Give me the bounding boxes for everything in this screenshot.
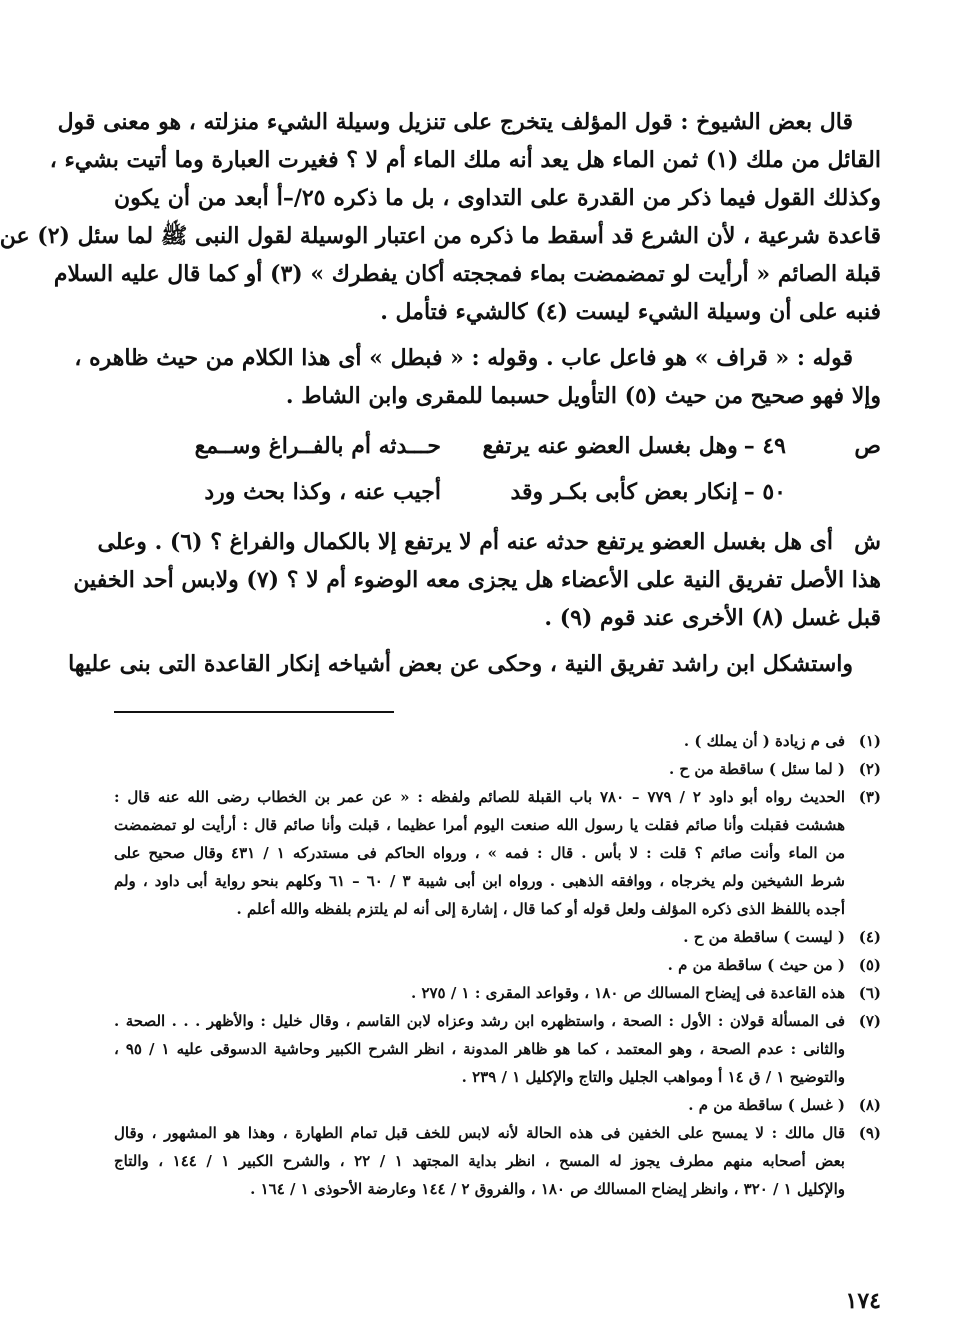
verse-number: ٥٠ –	[743, 479, 786, 505]
footnote-number: (٤)	[858, 928, 881, 946]
footnote-2	[114, 755, 881, 783]
verse-first-hemistich: ٥٠ –إنكار بعض كأبى بكـر وقد	[510, 479, 786, 505]
footnote-number: (٣)	[858, 788, 881, 806]
footnotes	[114, 727, 881, 1203]
footnote-line: والتوضيح ١ / ق ١٤ أ ومواهب الجليل والتاج والإكليل ١ / ٢٣٩ .	[461, 1068, 845, 1086]
verses	[114, 423, 881, 515]
footnote-4	[114, 923, 881, 951]
footnote-separator	[114, 711, 394, 713]
footnote-number: (١)	[858, 732, 881, 750]
footnote-number: (٩)	[858, 1124, 881, 1142]
text-line: فنبه على أن وسيلة الشيء ليست (٤) كالشيء فتأمل .	[380, 299, 881, 325]
text-line: قال بعض الشيوخ : قول المؤلف يتخرج على تنزيل وسيلة الشيء منزلته ، هو معنى قول	[57, 109, 853, 135]
verse-number: ٤٩ –	[743, 433, 786, 459]
footnote-line: بعض أصحابه منهم مطرف يجوز له المسح ، انظر بداية المجتهد ١ / ٢٢ ، والشرح الكبير ١ / ١٤٤ ، والتاج	[114, 1152, 845, 1170]
verse-first-hemistich: ٤٩ –وهل بغسل العضو عنه يرتفع	[482, 433, 786, 459]
paragraph-1	[0, 103, 881, 331]
text-line: قبلة الصائم « أرأيت لو تمضمضت بماء فمججته أكان يفطرك » (٣) أو كما قال عليه السلام	[53, 261, 881, 287]
footnote-line: فى المسألة قولان : الأول : الصحة ، واستظهره ابن رشد وعزاه لابن القاسم ، وقال خليل : والأظهر . . . الصحة .	[114, 1012, 845, 1030]
footnote-line: هذه القاعدة فى إيضاح المسالك ص ١٨٠ ، وقواعد المقرى : ١ / ٢٧٥ .	[410, 984, 845, 1002]
footnote-line: الحديث رواه أبو داود ٢ / ٧٧٩ – ٧٨٠ باب القبلة للصائم ولفظه : « عن عمر بن الخطاب رضى الله عنه قال :	[114, 788, 845, 806]
text-line: وإلا فهو صحيح من حيث (٥) التأويل حسبما للمقرى وابن الشاط .	[285, 383, 881, 409]
footnote-number: (٧)	[858, 1012, 881, 1030]
footnote-line: ( من حيث ) ساقطة من م .	[667, 956, 845, 974]
text-line: هذا الأصل تفريق النية على الأعضاء هل يجزى معه الوضوء أم لا ؟ (٧) ولابس أحد الخفين	[73, 567, 881, 593]
paragraph-2	[74, 339, 881, 415]
sharh-marker: ش	[854, 529, 881, 555]
footnote-7	[114, 1007, 881, 1091]
paragraph-3	[68, 645, 881, 683]
footnote-number: (٦)	[858, 984, 881, 1002]
footnote-5	[114, 951, 881, 979]
text-line: ش أى هل بغسل العضو يرتفع حدثه عنه أم لا يرتفع إلا بالكمال والفراغ ؟ (٦) . وعلى	[114, 523, 881, 561]
text-line: وكذلك القول فيما ذكر من القدرة على التداوى ، بل ما ذكره ٢٥/–أ أبعد من أن يكون	[114, 185, 881, 211]
footnote-line: شرط الشيخين ولم يخرجاه ، ووافقه الذهبى . ورواه ابن أبى شيبة ٣ / ٦٠ – ٦١ وكلهم بنحو رواية أبى داود ، ولم	[114, 872, 845, 890]
footnote-line: والإكليل ١ / ٣٢٠ ، وانظر إيضاح المسالك ص ١٨٠ ، والفروق ٢ / ١٤٤ وعارضة الأحوذى ١ / ١٦٤ .	[250, 1180, 845, 1198]
page-number: ١٧٤	[845, 1288, 881, 1314]
text-line: قوله : « قراف » هو فاعل عاب . وقوله : « فبطل » أى هذا الكلام من حيث ظاهره ،	[74, 345, 853, 371]
footnote-line: والثانى : عدم الصحة ، وهو المعتمد ، كما هو ظاهر المدونة ، انظر الشرح الكبير وحاشية الدسوقى عليه ١ / ٩٥ ،	[114, 1040, 845, 1058]
matn-marker: ص	[854, 433, 881, 459]
footnote-line: ( ليست ) ساقطة من ح .	[683, 928, 845, 946]
verse-50	[114, 469, 881, 515]
text-line: القائل من ملك (١) ثمن الماء هل يعد أنه ملك الماء أم لا ؟ فغيرت العبارة وما أتيت بشيء ،	[49, 147, 881, 173]
footnote-line: أجده باللفظ الذى ذكره المؤلف ولعل قوله أو كما قال ، إشارة إلى أنه لم يلتزم بلفظه والله أعلم .	[236, 900, 845, 918]
footnote-6	[114, 979, 881, 1007]
text-line: قبل غسل (٨) الأخرى عند قوم (٩) .	[544, 605, 881, 631]
footnote-9	[114, 1119, 881, 1203]
verse-49	[114, 423, 881, 469]
text-line: قاعدة شرعية ، لأن الشرع قد أسقط ما ذكره من اعتبار الوسيلة لقول النبى ﷺ لما سئل (٢) عن	[0, 223, 881, 249]
footnote-line: من الماء وأنت صائم ؟ قلت : لا بأس . قال : فمه » ، ورواه الحاكم فى مستدركه ١ / ٤٣١ وقال صحيح على	[114, 844, 845, 862]
footnote-line: قال مالك : لا يمسح على الخفين فى هذه الحالة لأنه لابس للخف قبل تمام الطهارة ، وهذا هو المشهور ، وقال	[114, 1124, 845, 1142]
footnote-line: ( لما سئل ) ساقطة من ح .	[668, 760, 845, 778]
footnote-8	[114, 1091, 881, 1119]
verse-second-hemistich: حـــدثه أم بالفــراغ وســمع	[194, 433, 441, 459]
footnote-1	[114, 727, 881, 755]
footnote-number: (٨)	[858, 1096, 881, 1114]
footnote-line: ( غسل ) ساقطة من م .	[688, 1096, 845, 1114]
footnote-line: فى م زيادة ( أن يملك ) .	[683, 732, 845, 750]
footnote-3	[114, 783, 881, 923]
text-line: واستشكل ابن راشد تفريق النية ، وحكى عن بعض أشياخه إنكار القاعدة التى بنى عليها	[68, 651, 853, 677]
main-text	[0, 103, 881, 683]
sharh-paragraph	[73, 523, 881, 637]
footnote-number: (٢)	[858, 760, 881, 778]
footnote-number: (٥)	[858, 956, 881, 974]
footnote-line: هششت فقبلت وأنا صائم فقلت يا رسول الله صنعت اليوم أمرا عظيما ، قبلت وأنا صائم قال : أرأيت لو تمضمضت	[114, 816, 845, 834]
verse-second-hemistich: أجيب عنه ، وكذا بحث ورد	[204, 479, 441, 505]
